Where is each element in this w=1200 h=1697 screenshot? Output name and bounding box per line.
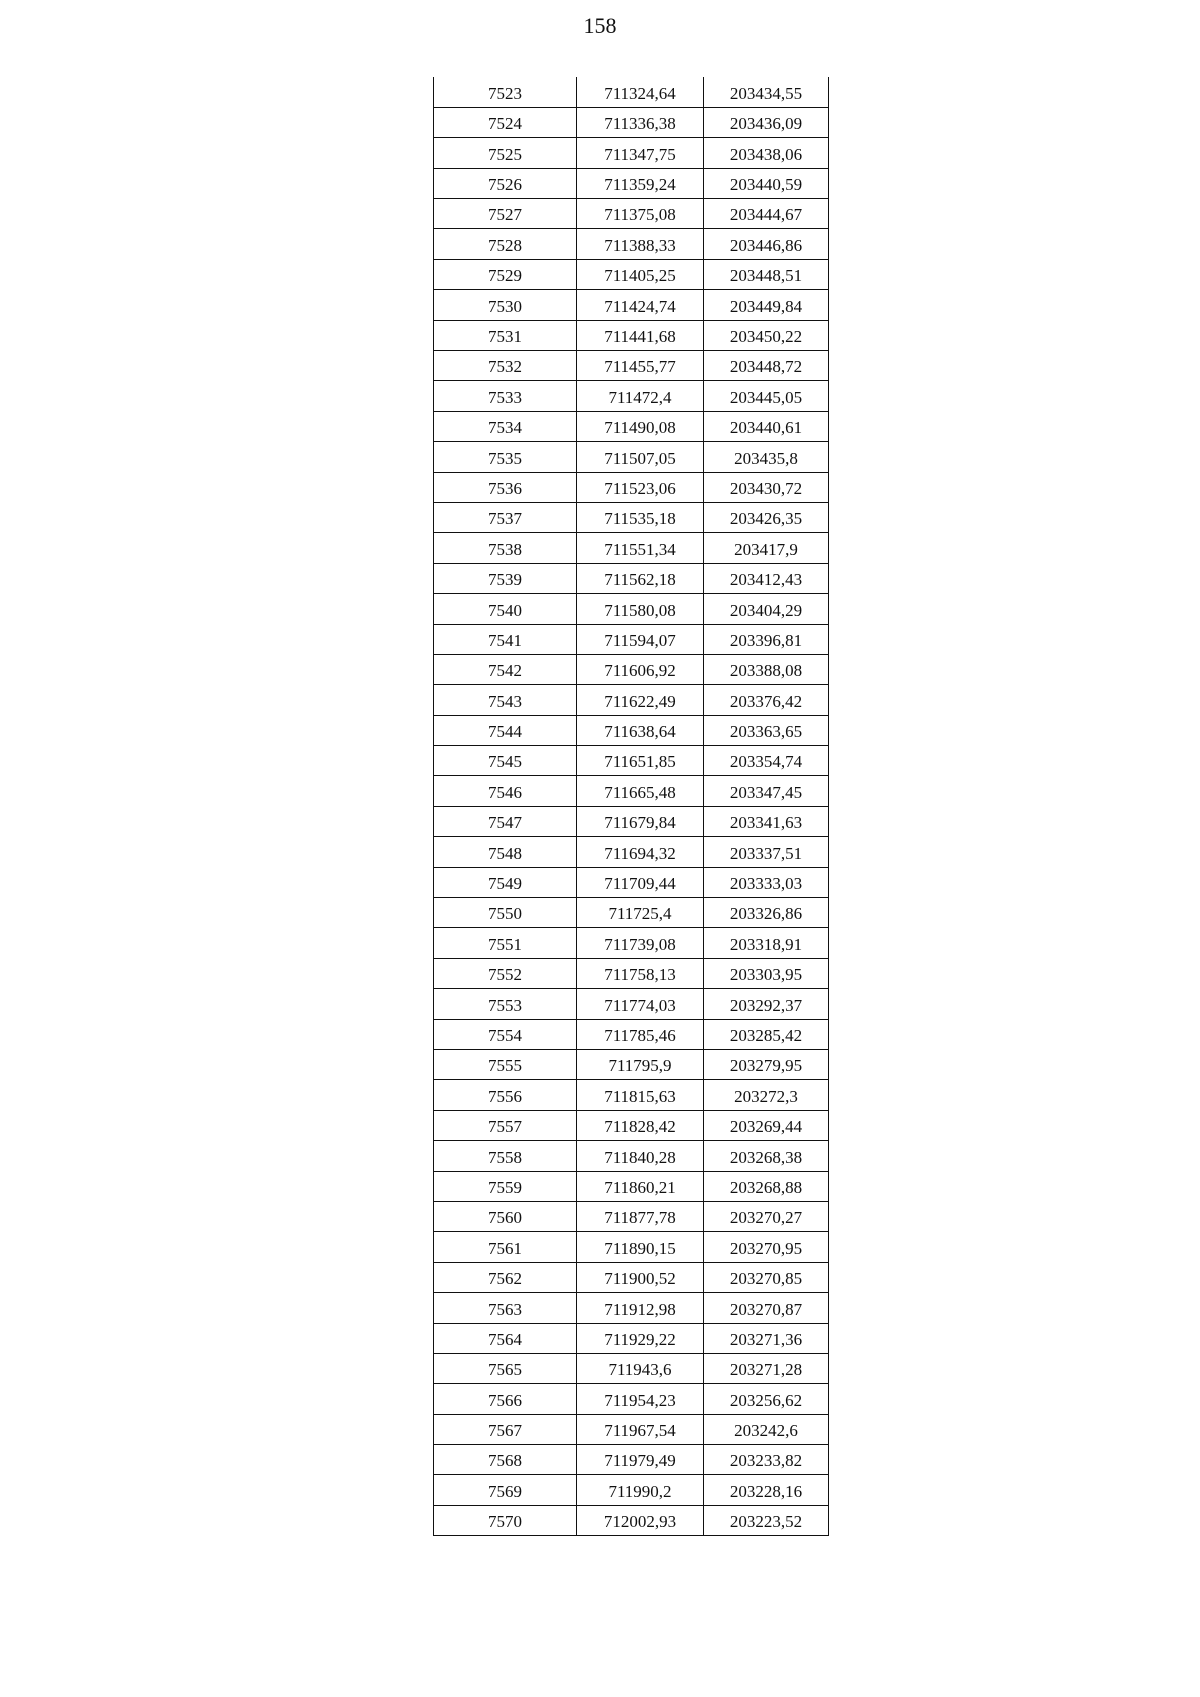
point-number-cell: 7533 bbox=[434, 381, 577, 411]
point-number-cell: 7539 bbox=[434, 563, 577, 593]
x-coordinate-cell: 711324,64 bbox=[577, 77, 704, 107]
x-coordinate-cell: 711725,4 bbox=[577, 898, 704, 928]
table-row bbox=[434, 1505, 829, 1535]
y-coordinate-cell: 203448,72 bbox=[704, 351, 829, 381]
point-number-cell: 7544 bbox=[434, 715, 577, 745]
point-number-cell: 7538 bbox=[434, 533, 577, 563]
x-coordinate-cell: 711739,08 bbox=[577, 928, 704, 958]
table-row bbox=[434, 989, 829, 1019]
page-number: 158 bbox=[583, 13, 617, 38]
x-coordinate-cell: 711795,9 bbox=[577, 1050, 704, 1080]
y-coordinate-cell: 203271,36 bbox=[704, 1323, 829, 1353]
y-coordinate-cell: 203412,43 bbox=[704, 563, 829, 593]
point-number-cell: 7554 bbox=[434, 1019, 577, 1049]
y-coordinate-cell: 203436,09 bbox=[704, 107, 829, 137]
x-coordinate-cell: 711359,24 bbox=[577, 168, 704, 198]
table-row bbox=[434, 107, 829, 137]
table-row bbox=[434, 1141, 829, 1171]
x-coordinate-cell: 711472,4 bbox=[577, 381, 704, 411]
point-number-cell: 7549 bbox=[434, 867, 577, 897]
table-row bbox=[434, 472, 829, 502]
x-coordinate-cell: 711562,18 bbox=[577, 563, 704, 593]
x-coordinate-cell: 711336,38 bbox=[577, 107, 704, 137]
point-number-cell: 7567 bbox=[434, 1414, 577, 1444]
point-number-cell: 7569 bbox=[434, 1475, 577, 1505]
y-coordinate-cell: 203376,42 bbox=[704, 685, 829, 715]
y-coordinate-cell: 203448,51 bbox=[704, 259, 829, 289]
table-row bbox=[434, 1475, 829, 1505]
table-row bbox=[434, 1293, 829, 1323]
x-coordinate-cell: 711890,15 bbox=[577, 1232, 704, 1262]
point-number-cell: 7540 bbox=[434, 594, 577, 624]
x-coordinate-cell: 711580,08 bbox=[577, 594, 704, 624]
point-number-cell: 7525 bbox=[434, 138, 577, 168]
x-coordinate-cell: 711979,49 bbox=[577, 1445, 704, 1475]
y-coordinate-cell: 203396,81 bbox=[704, 624, 829, 654]
point-number-cell: 7523 bbox=[434, 77, 577, 107]
y-coordinate-cell: 203270,95 bbox=[704, 1232, 829, 1262]
x-coordinate-cell: 711694,32 bbox=[577, 837, 704, 867]
x-coordinate-cell: 712002,93 bbox=[577, 1505, 704, 1535]
y-coordinate-cell: 203268,38 bbox=[704, 1141, 829, 1171]
y-coordinate-cell: 203270,85 bbox=[704, 1262, 829, 1292]
table-row bbox=[434, 168, 829, 198]
point-number-cell: 7556 bbox=[434, 1080, 577, 1110]
table-row bbox=[434, 1080, 829, 1110]
point-number-cell: 7559 bbox=[434, 1171, 577, 1201]
table-row bbox=[434, 1384, 829, 1414]
coordinates-table bbox=[433, 77, 829, 1536]
table-row bbox=[434, 1171, 829, 1201]
x-coordinate-cell: 711709,44 bbox=[577, 867, 704, 897]
y-coordinate-cell: 203363,65 bbox=[704, 715, 829, 745]
table-row bbox=[434, 806, 829, 836]
x-coordinate-cell: 711785,46 bbox=[577, 1019, 704, 1049]
table-row bbox=[434, 776, 829, 806]
x-coordinate-cell: 711535,18 bbox=[577, 502, 704, 532]
y-coordinate-cell: 203285,42 bbox=[704, 1019, 829, 1049]
x-coordinate-cell: 711815,63 bbox=[577, 1080, 704, 1110]
point-number-cell: 7529 bbox=[434, 259, 577, 289]
x-coordinate-cell: 711990,2 bbox=[577, 1475, 704, 1505]
y-coordinate-cell: 203223,52 bbox=[704, 1505, 829, 1535]
y-coordinate-cell: 203256,62 bbox=[704, 1384, 829, 1414]
y-coordinate-cell: 203435,8 bbox=[704, 442, 829, 472]
table-row bbox=[434, 320, 829, 350]
y-coordinate-cell: 203388,08 bbox=[704, 654, 829, 684]
x-coordinate-cell: 711375,08 bbox=[577, 199, 704, 229]
x-coordinate-cell: 711877,78 bbox=[577, 1201, 704, 1231]
point-number-cell: 7568 bbox=[434, 1445, 577, 1475]
table-row bbox=[434, 1445, 829, 1475]
x-coordinate-cell: 711622,49 bbox=[577, 685, 704, 715]
x-coordinate-cell: 711929,22 bbox=[577, 1323, 704, 1353]
x-coordinate-cell: 711828,42 bbox=[577, 1110, 704, 1140]
y-coordinate-cell: 203426,35 bbox=[704, 502, 829, 532]
point-number-cell: 7563 bbox=[434, 1293, 577, 1323]
y-coordinate-cell: 203404,29 bbox=[704, 594, 829, 624]
point-number-cell: 7546 bbox=[434, 776, 577, 806]
y-coordinate-cell: 203292,37 bbox=[704, 989, 829, 1019]
y-coordinate-cell: 203440,61 bbox=[704, 411, 829, 441]
y-coordinate-cell: 203233,82 bbox=[704, 1445, 829, 1475]
table-row bbox=[434, 563, 829, 593]
point-number-cell: 7560 bbox=[434, 1201, 577, 1231]
y-coordinate-cell: 203430,72 bbox=[704, 472, 829, 502]
x-coordinate-cell: 711967,54 bbox=[577, 1414, 704, 1444]
table-row bbox=[434, 1262, 829, 1292]
x-coordinate-cell: 711490,08 bbox=[577, 411, 704, 441]
y-coordinate-cell: 203337,51 bbox=[704, 837, 829, 867]
table-row bbox=[434, 533, 829, 563]
point-number-cell: 7532 bbox=[434, 351, 577, 381]
y-coordinate-cell: 203270,87 bbox=[704, 1293, 829, 1323]
point-number-cell: 7543 bbox=[434, 685, 577, 715]
table-row bbox=[434, 138, 829, 168]
y-coordinate-cell: 203279,95 bbox=[704, 1050, 829, 1080]
x-coordinate-cell: 711388,33 bbox=[577, 229, 704, 259]
x-coordinate-cell: 711441,68 bbox=[577, 320, 704, 350]
x-coordinate-cell: 711679,84 bbox=[577, 806, 704, 836]
x-coordinate-cell: 711651,85 bbox=[577, 746, 704, 776]
y-coordinate-cell: 203333,03 bbox=[704, 867, 829, 897]
y-coordinate-cell: 203242,6 bbox=[704, 1414, 829, 1444]
y-coordinate-cell: 203270,27 bbox=[704, 1201, 829, 1231]
x-coordinate-cell: 711523,06 bbox=[577, 472, 704, 502]
point-number-cell: 7541 bbox=[434, 624, 577, 654]
point-number-cell: 7561 bbox=[434, 1232, 577, 1262]
x-coordinate-cell: 711665,48 bbox=[577, 776, 704, 806]
table-row bbox=[434, 928, 829, 958]
point-number-cell: 7527 bbox=[434, 199, 577, 229]
table-row bbox=[434, 77, 829, 107]
y-coordinate-cell: 203341,63 bbox=[704, 806, 829, 836]
point-number-cell: 7545 bbox=[434, 746, 577, 776]
y-coordinate-cell: 203268,88 bbox=[704, 1171, 829, 1201]
table-row bbox=[434, 1232, 829, 1262]
point-number-cell: 7557 bbox=[434, 1110, 577, 1140]
x-coordinate-cell: 711912,98 bbox=[577, 1293, 704, 1323]
point-number-cell: 7547 bbox=[434, 806, 577, 836]
point-number-cell: 7528 bbox=[434, 229, 577, 259]
y-coordinate-cell: 203446,86 bbox=[704, 229, 829, 259]
y-coordinate-cell: 203354,74 bbox=[704, 746, 829, 776]
table-row bbox=[434, 502, 829, 532]
y-coordinate-cell: 203434,55 bbox=[704, 77, 829, 107]
y-coordinate-cell: 203445,05 bbox=[704, 381, 829, 411]
table-row bbox=[434, 411, 829, 441]
y-coordinate-cell: 203449,84 bbox=[704, 290, 829, 320]
table-row bbox=[434, 654, 829, 684]
table-row bbox=[434, 229, 829, 259]
table-row bbox=[434, 1414, 829, 1444]
x-coordinate-cell: 711606,92 bbox=[577, 654, 704, 684]
table-row bbox=[434, 1353, 829, 1383]
point-number-cell: 7542 bbox=[434, 654, 577, 684]
point-number-cell: 7548 bbox=[434, 837, 577, 867]
point-number-cell: 7566 bbox=[434, 1384, 577, 1414]
x-coordinate-cell: 711455,77 bbox=[577, 351, 704, 381]
y-coordinate-cell: 203450,22 bbox=[704, 320, 829, 350]
table-row bbox=[434, 259, 829, 289]
y-coordinate-cell: 203444,67 bbox=[704, 199, 829, 229]
y-coordinate-cell: 203347,45 bbox=[704, 776, 829, 806]
point-number-cell: 7562 bbox=[434, 1262, 577, 1292]
point-number-cell: 7550 bbox=[434, 898, 577, 928]
y-coordinate-cell: 203318,91 bbox=[704, 928, 829, 958]
table-row bbox=[434, 1019, 829, 1049]
point-number-cell: 7536 bbox=[434, 472, 577, 502]
point-number-cell: 7534 bbox=[434, 411, 577, 441]
y-coordinate-cell: 203440,59 bbox=[704, 168, 829, 198]
table-row bbox=[434, 442, 829, 472]
point-number-cell: 7552 bbox=[434, 958, 577, 988]
table-row bbox=[434, 199, 829, 229]
table-row bbox=[434, 715, 829, 745]
coordinates-table-body bbox=[434, 77, 829, 1536]
table-row bbox=[434, 746, 829, 776]
table-row bbox=[434, 1050, 829, 1080]
table-row bbox=[434, 381, 829, 411]
x-coordinate-cell: 711507,05 bbox=[577, 442, 704, 472]
point-number-cell: 7555 bbox=[434, 1050, 577, 1080]
table-row bbox=[434, 837, 829, 867]
x-coordinate-cell: 711900,52 bbox=[577, 1262, 704, 1292]
point-number-cell: 7564 bbox=[434, 1323, 577, 1353]
x-coordinate-cell: 711347,75 bbox=[577, 138, 704, 168]
x-coordinate-cell: 711840,28 bbox=[577, 1141, 704, 1171]
table-row bbox=[434, 1110, 829, 1140]
table-row bbox=[434, 1323, 829, 1353]
y-coordinate-cell: 203417,9 bbox=[704, 533, 829, 563]
point-number-cell: 7535 bbox=[434, 442, 577, 472]
x-coordinate-cell: 711758,13 bbox=[577, 958, 704, 988]
point-number-cell: 7558 bbox=[434, 1141, 577, 1171]
point-number-cell: 7524 bbox=[434, 107, 577, 137]
table-row bbox=[434, 867, 829, 897]
x-coordinate-cell: 711860,21 bbox=[577, 1171, 704, 1201]
table-row bbox=[434, 898, 829, 928]
x-coordinate-cell: 711638,64 bbox=[577, 715, 704, 745]
point-number-cell: 7537 bbox=[434, 502, 577, 532]
point-number-cell: 7553 bbox=[434, 989, 577, 1019]
y-coordinate-cell: 203303,95 bbox=[704, 958, 829, 988]
point-number-cell: 7531 bbox=[434, 320, 577, 350]
y-coordinate-cell: 203438,06 bbox=[704, 138, 829, 168]
y-coordinate-cell: 203269,44 bbox=[704, 1110, 829, 1140]
point-number-cell: 7530 bbox=[434, 290, 577, 320]
table-row bbox=[434, 958, 829, 988]
y-coordinate-cell: 203228,16 bbox=[704, 1475, 829, 1505]
x-coordinate-cell: 711954,23 bbox=[577, 1384, 704, 1414]
y-coordinate-cell: 203326,86 bbox=[704, 898, 829, 928]
point-number-cell: 7570 bbox=[434, 1505, 577, 1535]
x-coordinate-cell: 711405,25 bbox=[577, 259, 704, 289]
table-row bbox=[434, 685, 829, 715]
y-coordinate-cell: 203271,28 bbox=[704, 1353, 829, 1383]
x-coordinate-cell: 711943,6 bbox=[577, 1353, 704, 1383]
x-coordinate-cell: 711424,74 bbox=[577, 290, 704, 320]
x-coordinate-cell: 711594,07 bbox=[577, 624, 704, 654]
point-number-cell: 7551 bbox=[434, 928, 577, 958]
x-coordinate-cell: 711774,03 bbox=[577, 989, 704, 1019]
table-row bbox=[434, 351, 829, 381]
x-coordinate-cell: 711551,34 bbox=[577, 533, 704, 563]
table-row bbox=[434, 290, 829, 320]
point-number-cell: 7565 bbox=[434, 1353, 577, 1383]
point-number-cell: 7526 bbox=[434, 168, 577, 198]
y-coordinate-cell: 203272,3 bbox=[704, 1080, 829, 1110]
table-row bbox=[434, 594, 829, 624]
table-row bbox=[434, 1201, 829, 1231]
table-row bbox=[434, 624, 829, 654]
